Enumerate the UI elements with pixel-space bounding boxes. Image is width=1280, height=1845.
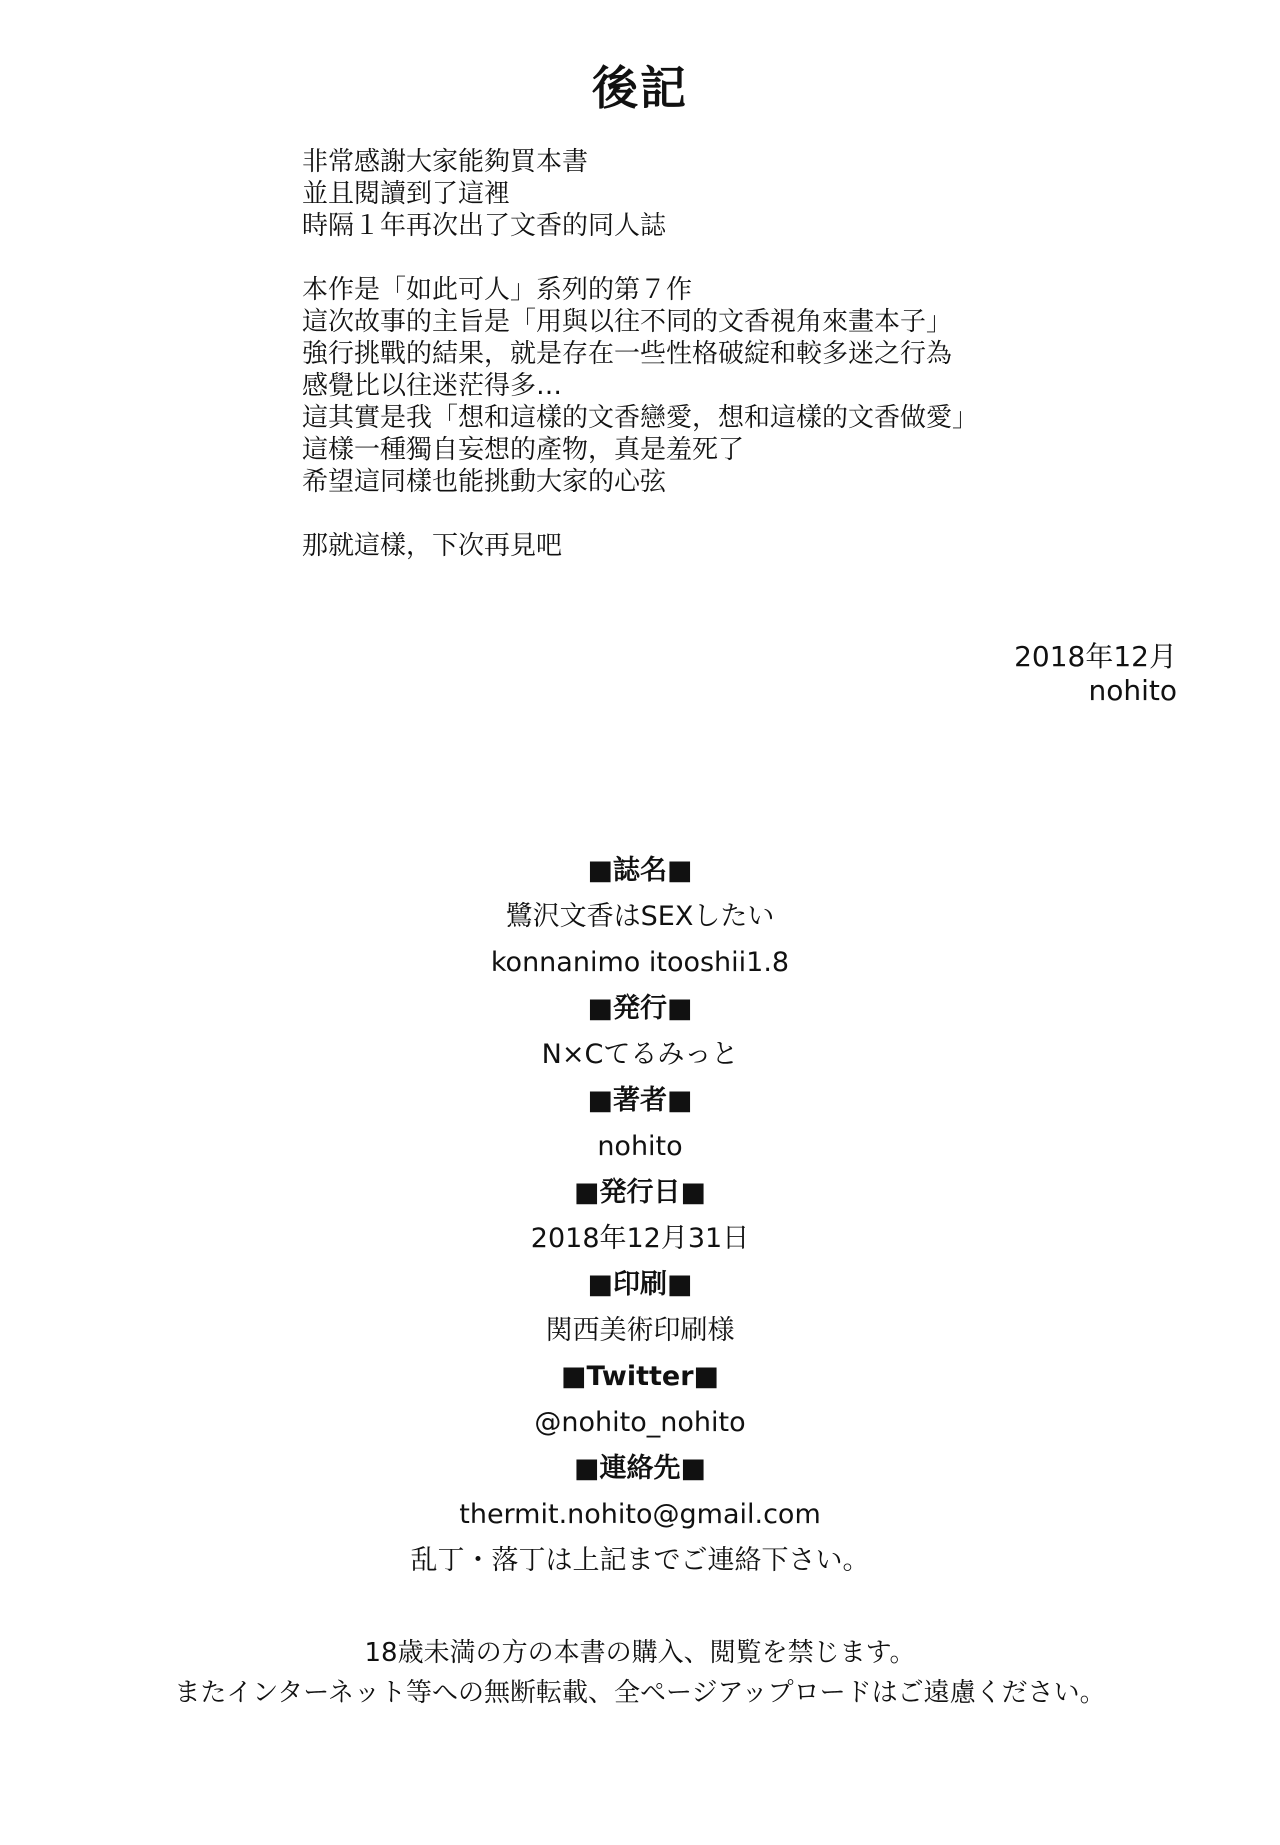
afterword-paragraph: [302, 274, 1102, 498]
afterword-line: 那就這樣，下次再見吧: [302, 531, 563, 561]
colophon-publisher: N×Cてるみっと: [541, 1039, 739, 1070]
colophon-misprint-note: 乱丁・落丁は上記までご連絡下さい。: [410, 1545, 870, 1576]
signature-author: nohito: [1088, 674, 1177, 707]
afterword-line: 非常感謝大家能夠買本書: [302, 147, 589, 177]
age-restriction-line: 18歳未満の方の本書の購入、閲覧を禁じます。: [364, 1638, 916, 1668]
afterword-line: 時隔１年再次出了文香的同人誌: [302, 211, 667, 241]
colophon-printer: 関西美術印刷様: [545, 1315, 735, 1346]
afterword-line: 希望這同樣也能挑動大家的心弦: [302, 467, 667, 497]
colophon-title-romaji: konnanimo itooshii1.8: [490, 947, 790, 978]
colophon-author: nohito: [597, 1131, 683, 1162]
colophon-date: 2018年12月31日: [530, 1223, 750, 1254]
page-title: 後記: [592, 61, 688, 115]
afterword-paragraph: [302, 530, 1102, 562]
colophon-heading-author: ■著者■: [587, 1085, 693, 1116]
afterword-line: 這次故事的主旨是「用與以往不同的文香視角來畫本子」: [302, 307, 953, 337]
age-notice: [0, 1633, 1280, 1713]
colophon-heading-printer: ■印刷■: [587, 1269, 693, 1300]
colophon-heading-title: ■誌名■: [587, 855, 693, 886]
colophon-heading-contact: ■連絡先■: [573, 1453, 707, 1484]
colophon-heading-publisher: ■発行■: [587, 993, 693, 1024]
signature-block: [1014, 640, 1177, 708]
afterword-line: 本作是「如此可人」系列的第７作: [302, 275, 693, 305]
afterword-line: 並且閱讀到了這裡: [302, 179, 511, 209]
signature-date: 2018年12月: [1014, 640, 1177, 673]
afterword-body: [302, 146, 1102, 562]
colophon-heading-twitter: ■Twitter■: [560, 1361, 720, 1392]
afterword-line: 這樣一種獨自妄想的產物，真是羞死了: [302, 435, 745, 465]
reprint-prohibition-line: またインターネット等への無断転載、全ページアップロードはご遠慮ください。: [174, 1678, 1106, 1708]
afterword-line: 這其實是我「想和這樣的文香戀愛，想和這樣的文香做愛」: [302, 403, 979, 433]
afterword-line: 強行挑戰的結果，就是存在一些性格破綻和較多迷之行為: [302, 339, 953, 369]
afterword-line: 感覺比以往迷茫得多…: [302, 371, 563, 401]
colophon-twitter: @nohito_nohito: [534, 1407, 746, 1438]
colophon-heading-date: ■発行日■: [573, 1177, 707, 1208]
colophon-email: thermit.nohito@gmail.com: [459, 1499, 821, 1530]
colophon: [0, 848, 1280, 1584]
afterword-paragraph: [302, 146, 1102, 242]
colophon-title-ja: 鷺沢文香はSEXしたい: [505, 901, 775, 932]
